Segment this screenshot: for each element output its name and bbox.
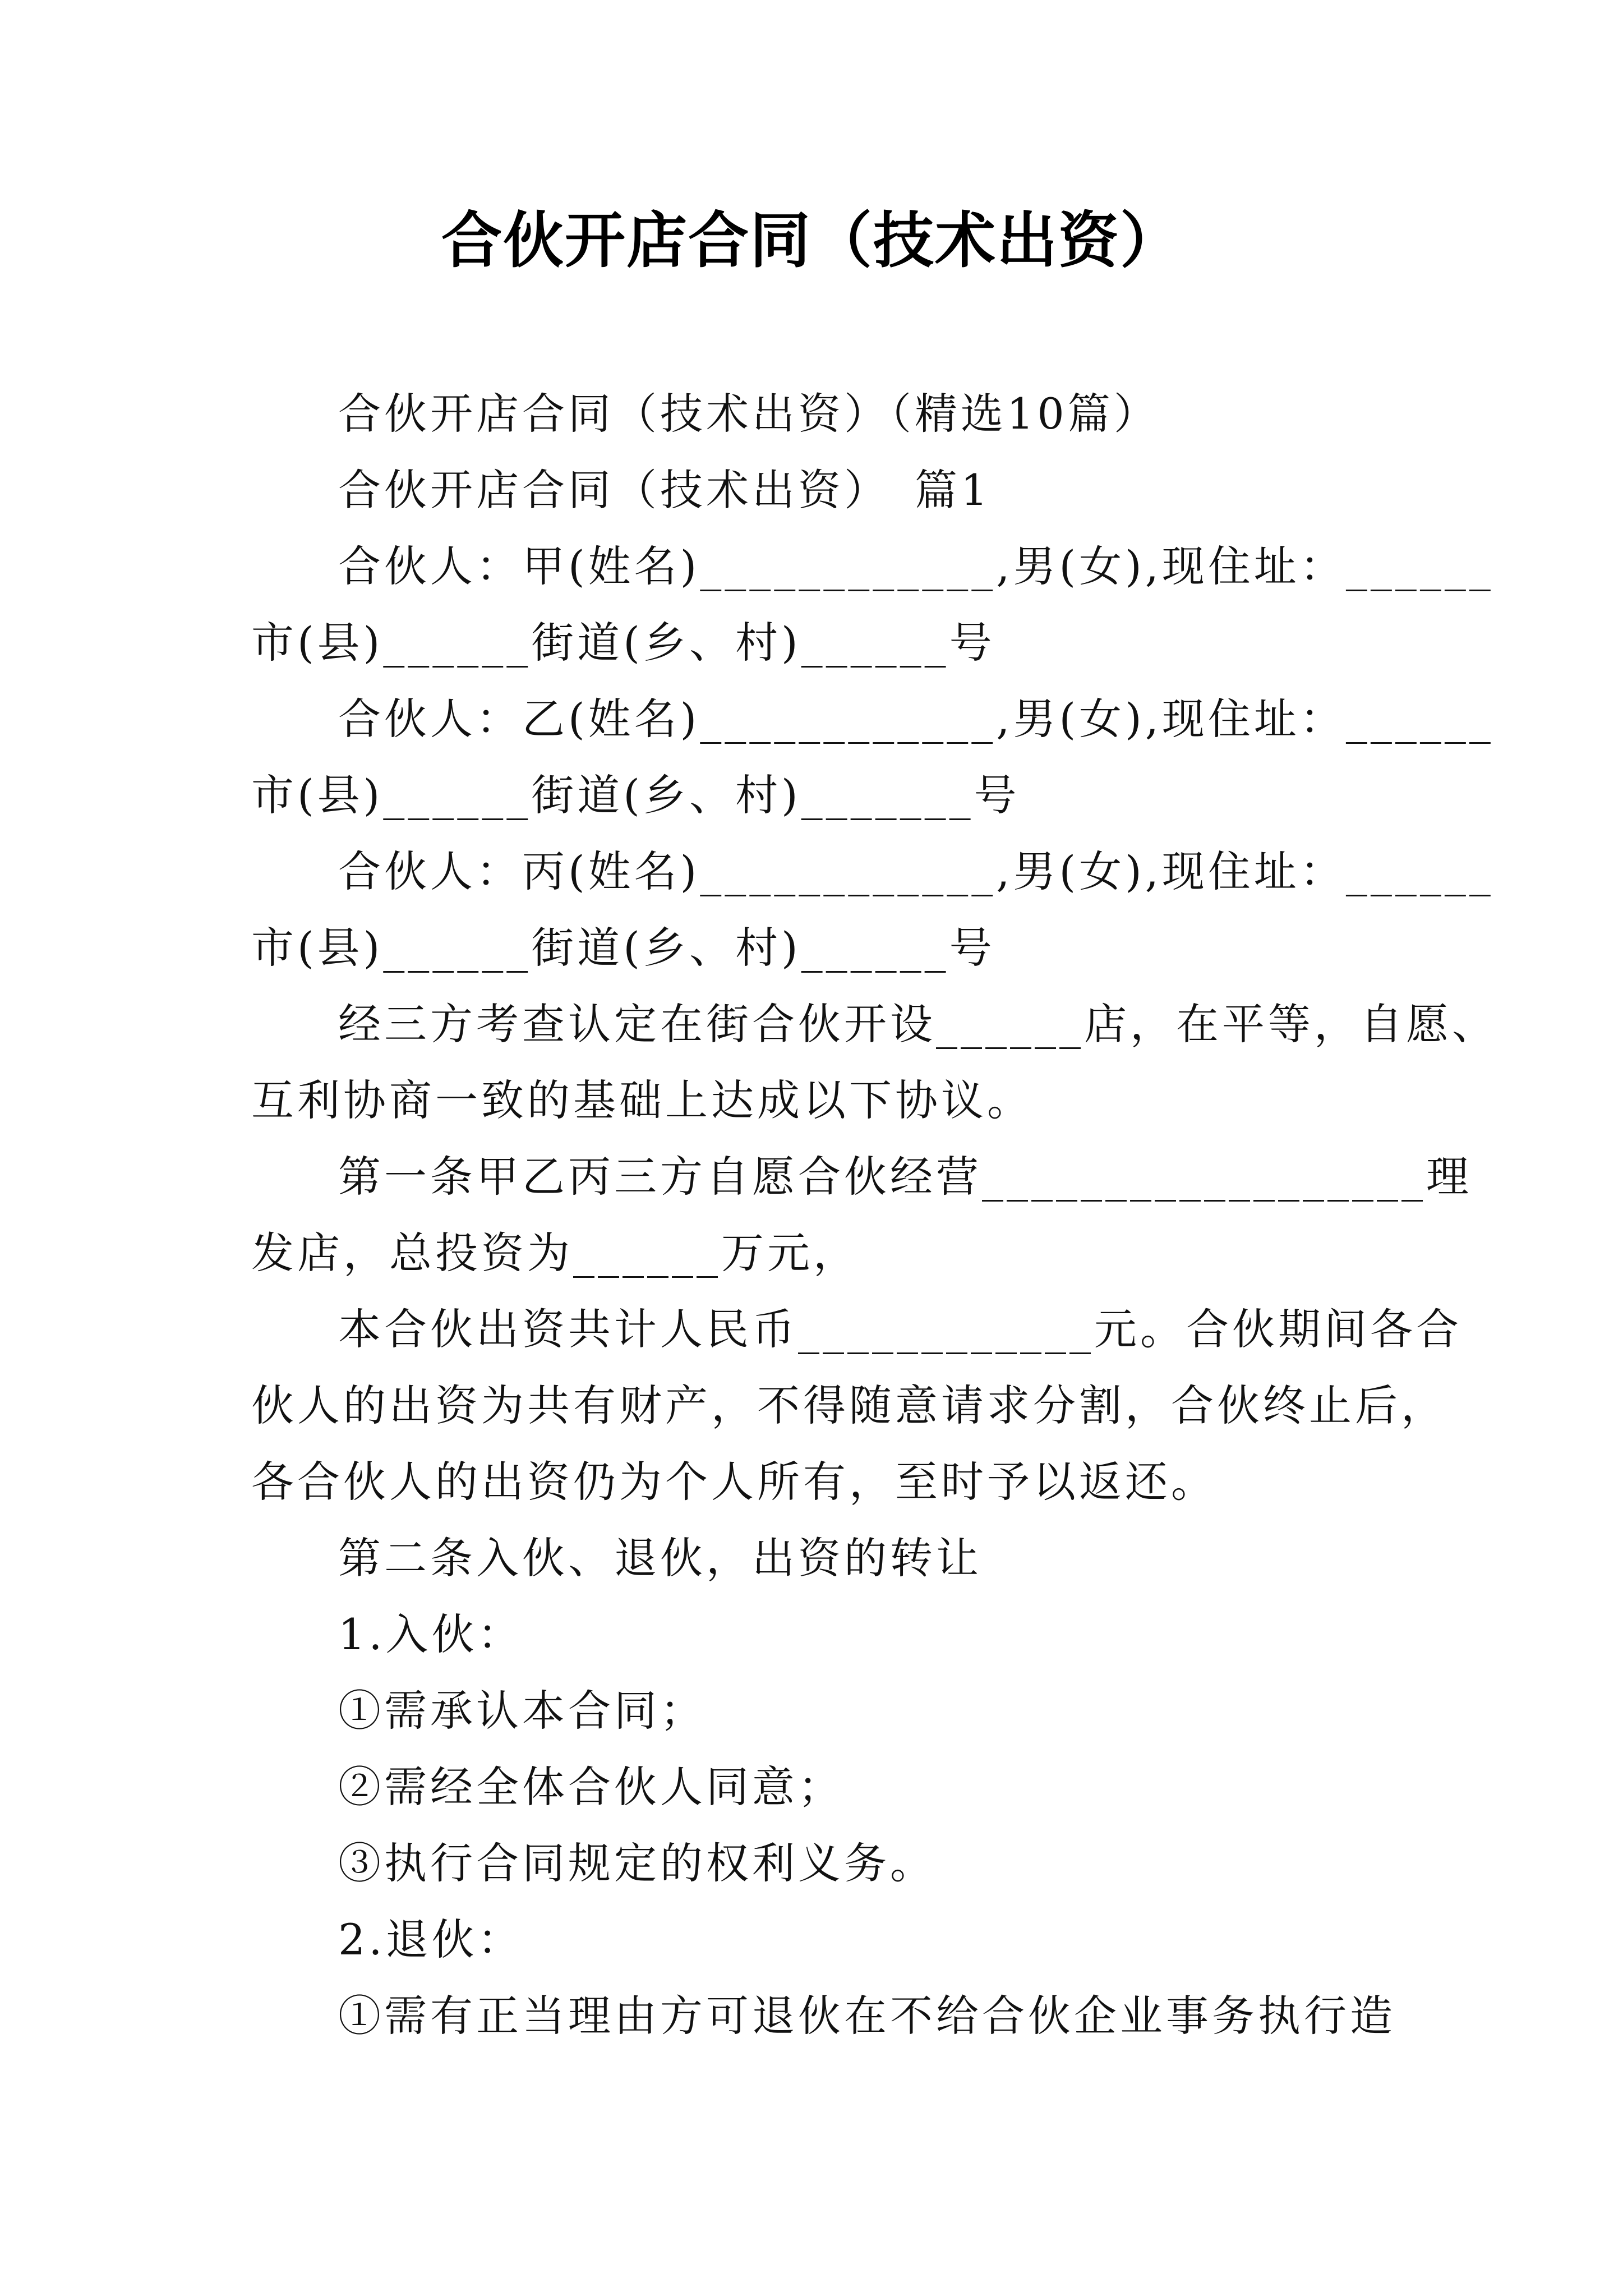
paragraph-line: 2.退伙： bbox=[338, 1915, 524, 1964]
paragraph-line: 合伙人：乙(姓名)____________,男(女),现住址：______ bbox=[338, 694, 1494, 744]
paragraph-line: 互利协商一致的基础上达成以下协议。 bbox=[251, 1075, 1033, 1125]
paragraph-line: 市(县)______街道(乡、村)_______号 bbox=[251, 770, 1020, 820]
paragraph-line: 本合伙出资共计人民币____________元。合伙期间各合 bbox=[338, 1304, 1462, 1354]
paragraph-line: 合伙人：丙(姓名)____________,男(女),现住址：______ bbox=[338, 846, 1494, 896]
paragraph-line: 第一条甲乙丙三方自愿合伙经营__________________理 bbox=[338, 1152, 1472, 1202]
paragraph-line: ①需承认本合同； bbox=[338, 1686, 706, 1736]
paragraph-line: 合伙开店合同（技术出资） 篇1 bbox=[338, 465, 992, 515]
paragraph-line: 市(县)______街道(乡、村)______号 bbox=[251, 618, 995, 668]
paragraph-line: 合伙人：甲(姓名)____________,男(女),现住址：______ bbox=[338, 541, 1494, 591]
paragraph-line: 合伙开店合同（技术出资）（精选10篇） bbox=[338, 389, 1160, 439]
document-body bbox=[251, 376, 1498, 2054]
paragraph-line: 各合伙人的出资仍为个人所有，至时予以返还。 bbox=[251, 1457, 1217, 1507]
document-title: 合伙开店合同（技术出资） bbox=[441, 206, 1182, 276]
paragraph-line: ①需有正当理由方可退伙在不给合伙企业事务执行造 bbox=[338, 1991, 1396, 2041]
paragraph-line: 市(县)______街道(乡、村)______号 bbox=[251, 923, 995, 973]
paragraph-line: 第二条入伙、退伙，出资的转让 bbox=[338, 1533, 982, 1583]
paragraph-line: 发店，总投资为______万元， bbox=[251, 1228, 859, 1278]
paragraph-line: ②需经全体合伙人同意； bbox=[338, 1762, 844, 1812]
paragraph-line: 伙人的出资为共有财产，不得随意请求分割，合伙终止后， bbox=[251, 1381, 1447, 1430]
paragraph-line: ③执行合同规定的权利义务。 bbox=[338, 1838, 936, 1888]
paragraph-line: 1.入伙： bbox=[338, 1609, 524, 1659]
paragraph-line: 经三方考查认定在街合伙开设______店，在平等，自愿、 bbox=[338, 999, 1498, 1049]
